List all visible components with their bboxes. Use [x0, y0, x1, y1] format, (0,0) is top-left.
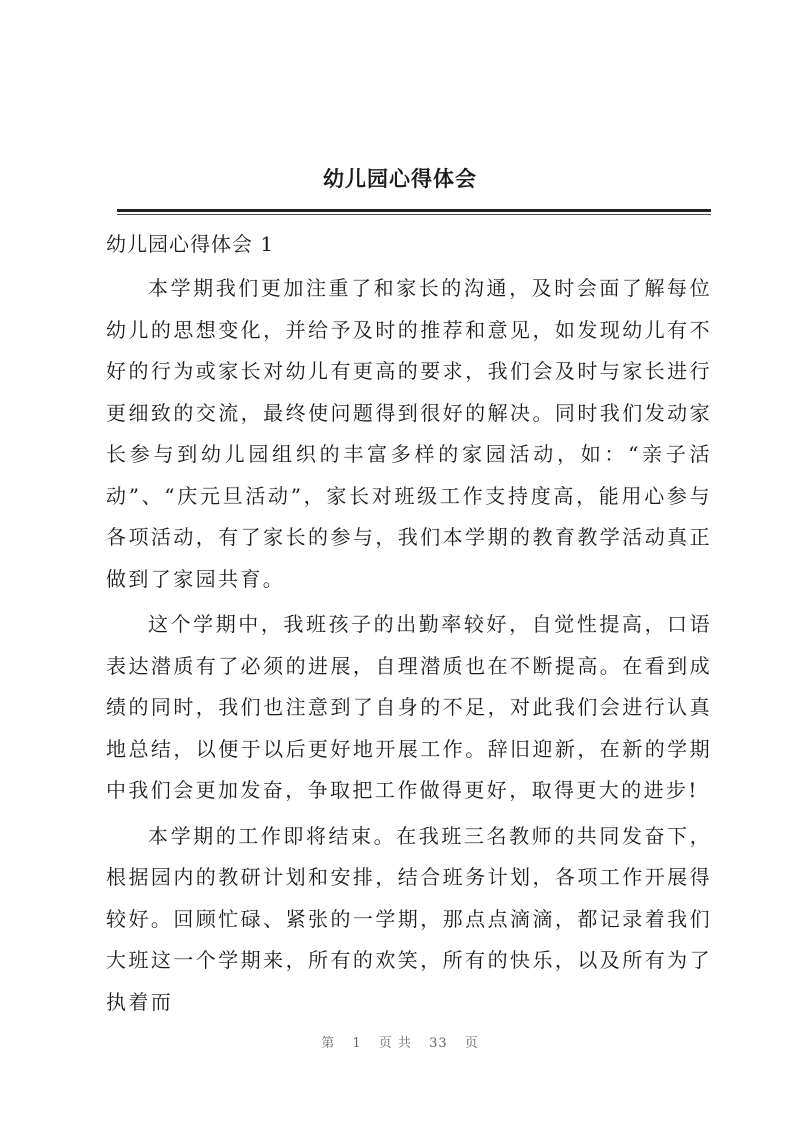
page-footer — [0, 1032, 800, 1051]
paragraph: 本学期我们更加注重了和家长的沟通，及时会面了解每位幼儿的思想变化，并给予及时的推荐和意见，如发现幼儿有不好的行为或家长对幼儿有更高的要求，我们会及时与家长进行更细致的交流，最终使问题得到很好的解决。同时我们发动家长参与到幼儿园组织的丰富多样的家园活动，如：“亲子活动”、“庆元旦活动”，家长对班级工作支持度高，能用心参与各项活动，有了家长的参与，我们本学期的教育教学活动真正做到了家园共育。 — [106, 276, 712, 591]
document-title: 幼儿园心得体会 — [323, 166, 477, 191]
document-body — [106, 268, 712, 1027]
title-divider-thick — [117, 209, 711, 212]
section-heading: 幼儿园心得体会 1 — [106, 232, 275, 256]
footer-prefix: 第 — [321, 1036, 336, 1051]
footer-total-pages: 33 — [429, 1036, 448, 1051]
paragraph: 这个学期中，我班孩子的出勤率较好，自觉性提高，口语表达潜质有了必须的进展，自理潜质也在不断提高。在看到成绩的同时，我们也注意到了自身的不足，对此我们会进行认真地总结，以便于以后更好地开展工作。辞旧迎新，在新的学期中我们会更加发奋，争取把工作做得更好，取得更大的进步! — [106, 612, 712, 802]
footer-current-page: 1 — [352, 1036, 362, 1051]
title-divider-thin — [117, 214, 711, 215]
footer-suffix: 页 — [464, 1036, 479, 1051]
paragraph: 本学期的工作即将结束。在我班三名教师的共同发奋下，根据园内的教研计划和安排，结合班务计划，各项工作开展得较好。回顾忙碌、紧张的一学期，那点点滴滴，都记录着我们大班这一个学期来，所有的欢笑，所有的快乐，以及所有为了执着而 — [106, 823, 712, 1014]
footer-middle: 页 共 — [378, 1036, 412, 1051]
